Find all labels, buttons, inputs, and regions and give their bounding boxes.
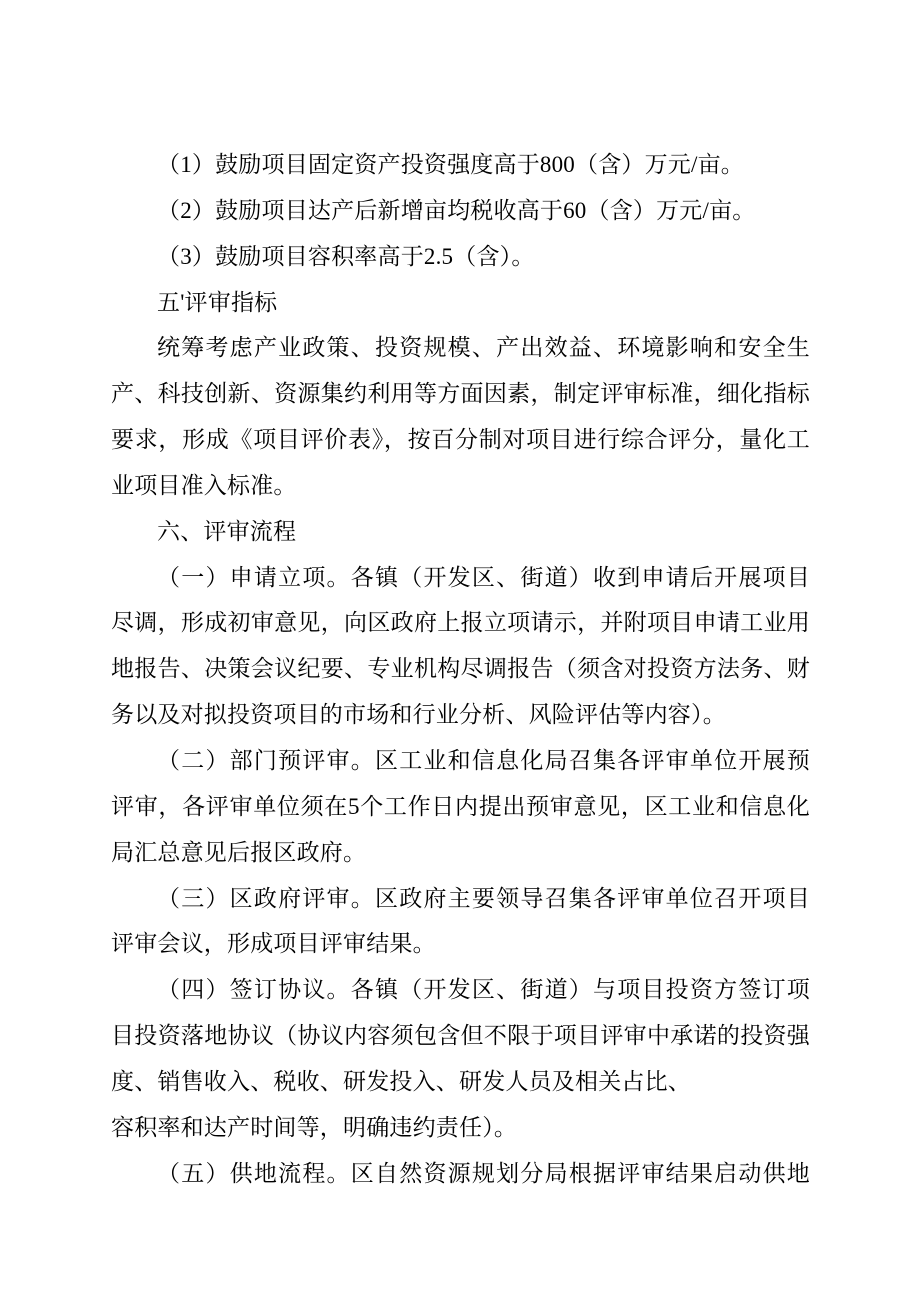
- doc-section-heading: 五'评审指标: [157, 289, 278, 315]
- doc-line: 务以及对拟投资项目的市场和行业分析、风险评估等内容）。: [111, 702, 726, 728]
- doc-line: （一）申请立项。各镇（开发区、街道）收到申请后开展项目: [157, 564, 810, 590]
- doc-line: 目投资落地协议（协议内容须包含但不限于项目评审中承诺的投资强: [111, 1023, 810, 1049]
- doc-line: （2）鼓励项目达产后新增亩均税收高于60（含）万元/亩。: [157, 197, 756, 223]
- doc-line: 评审会议，形成项目评审结果。: [111, 931, 436, 957]
- doc-line: 局汇总意见后报区政府。: [111, 839, 367, 865]
- doc-line: （3）鼓励项目容积率高于2.5（含）。: [157, 243, 535, 269]
- doc-line: （五）供地流程。区自然资源规划分局根据评审结果启动供地: [157, 1160, 810, 1186]
- doc-line: 要求，形成《项目评价表》，按百分制对项目进行综合评分，量化工: [111, 427, 810, 453]
- doc-line: 评审，各评审单位须在5个工作日内提出预审意见，区工业和信息化: [111, 793, 810, 819]
- doc-line: 产、科技创新、资源集约利用等方面因素，制定评审标准，细化指标: [111, 381, 810, 407]
- doc-line: 地报告、决策会议纪要、专业机构尽调报告（须含对投资方法务、财: [111, 656, 810, 682]
- doc-line: 业项目准入标准。: [111, 472, 297, 498]
- doc-line: （四）签订协议。各镇（开发区、街道）与项目投资方签订项: [157, 977, 810, 1003]
- doc-line: 度、销售收入、税收、研发投入、研发人员及相关占比、: [111, 1068, 691, 1094]
- doc-line: （1）鼓励项目固定资产投资强度高于800（含）万元/亩。: [157, 152, 744, 177]
- doc-line: （二）部门预评审。区工业和信息化局召集各评审单位开展预: [157, 747, 810, 773]
- doc-section-heading: 六、评审流程: [157, 518, 297, 544]
- doc-line: 容积率和达产时间等，明确违约责任）。: [111, 1114, 518, 1140]
- doc-line: 统筹考虑产业政策、投资规模、产出效益、环境影响和安全生: [157, 335, 810, 361]
- doc-line: （三）区政府评审。区政府主要领导召集各评审单位召开项目: [157, 885, 810, 911]
- doc-line: 尽调，形成初审意见，向区政府上报立项请示，并附项目申请工业用: [111, 610, 810, 636]
